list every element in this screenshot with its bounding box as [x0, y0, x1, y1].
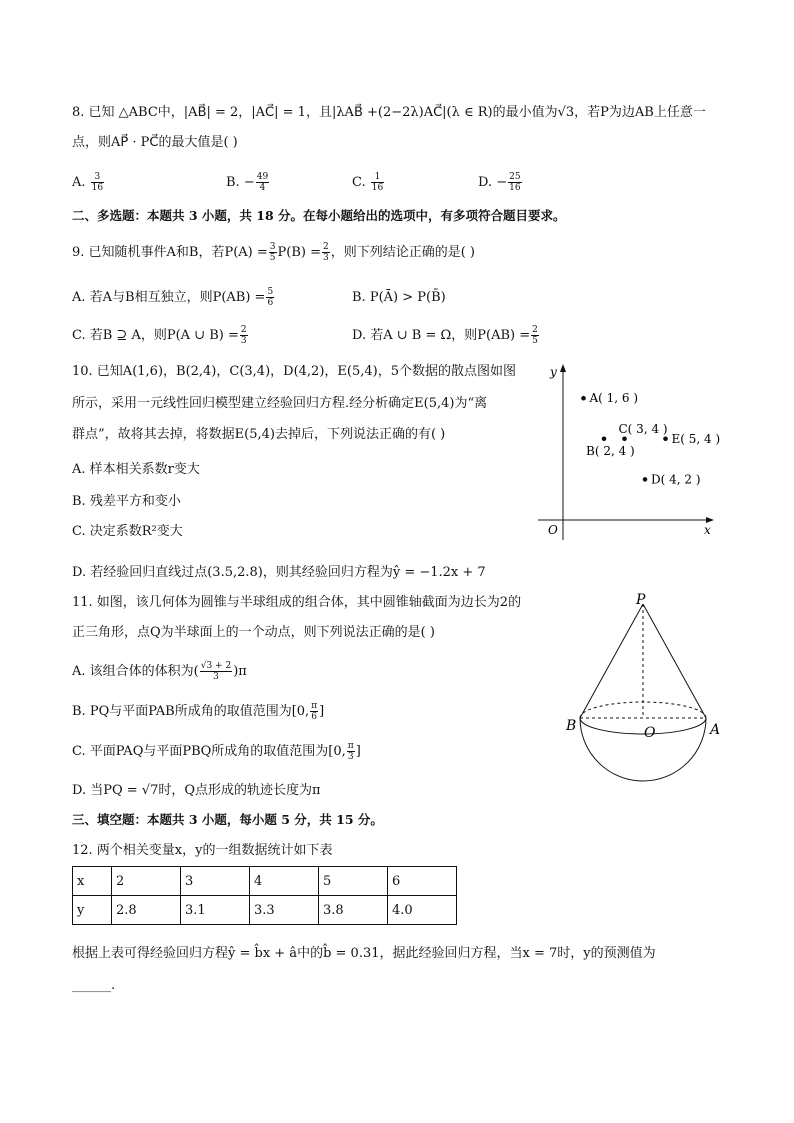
q8-option-d[interactable]: D. − $\frac{25}{16}$: [478, 172, 521, 193]
scatter-point-label-e: E( 5, 4 ): [671, 431, 720, 446]
q9-option-a[interactable]: A. 若A与B相互独立，则P(AB) = $\frac{5}{6}$: [72, 287, 274, 308]
fraction: $\frac{49}{4}$: [256, 172, 269, 193]
table-cell: y: [73, 896, 112, 925]
scatter-point-d: [643, 477, 648, 482]
q8-stem-line1: 8. 已知 △ABC中，|AB⃗| = 2，|AC⃗| = 1，且|λAB⃗ +(2−2λ)AC⃗|(λ ∈ R)的最小值为√3，若P为边AB上任意一: [72, 105, 706, 120]
q12-answer-blank[interactable]: ______.: [72, 978, 116, 993]
q12-stem-line2: 根据上表可得经验回归方程ŷ = b̂x + â中的b̂ = 0.31，据此经验回归方程，当x = 7时，y的预测值为: [72, 946, 656, 961]
table-row: [73, 896, 457, 925]
table-cell: 3.1: [181, 896, 250, 925]
table-cell: 2: [112, 867, 181, 896]
scatter-plot-figure: [530, 362, 720, 552]
q10-stem-line1: 10. 已知A(1,6)，B(2,4)，C(3,4)，D(4,2)，E(5,4)，5个数据的散点图如图: [72, 364, 516, 379]
table-cell: 5: [319, 867, 388, 896]
fraction: $\frac{\pi}{6}$: [311, 701, 318, 722]
origin-label: O: [548, 523, 558, 537]
q10-option-a[interactable]: A. 样本相关系数r变大: [72, 462, 200, 477]
y-axis-label: y: [550, 365, 557, 379]
q11-stem-line1: 11. 如图，该几何体为圆锥与半球组成的组合体，其中圆锥轴截面为边长为2的: [72, 595, 522, 610]
q11-stem-line2: 正三角形，点Q为半球面上的一个动点，则下列说法正确的是( ): [72, 625, 435, 640]
scatter-point-label-b: B( 2, 4 ): [586, 443, 635, 458]
y-axis-arrow: [560, 364, 566, 372]
table-cell: 2.8: [112, 896, 181, 925]
q9-stem: 9. 已知随机事件A和B，若P(A) = $\frac{3}{5}$ P(B) = $\frac{2}{3}$ ，则下列结论正确的是( ): [72, 242, 475, 263]
scatter-point-e: [663, 437, 668, 442]
q11-option-c[interactable]: C. 平面PAQ与平面PBQ所成角的取值范围为[0, $\frac{\pi}{3}$ ]: [72, 741, 361, 762]
cone-edge-left: [580, 604, 643, 718]
fraction: $\frac{25}{16}$: [509, 172, 521, 193]
section-heading-fill-blank: 三、填空题：本题共 3 小题，每小题 5 分，共 15 分。: [72, 812, 383, 827]
fraction: $\frac{√3 + 2}{3}$: [200, 661, 232, 682]
q10-stem-line2: 所示，采用一元线性回归模型建立经验回归方程.经分析确定E(5,4)为“离: [72, 396, 488, 411]
section-heading-multiple-choice: 二、多选题：本题共 3 小题，共 18 分。在每小题给出的选项中，有多项符合题目要求。: [72, 208, 566, 223]
table-cell: 6: [388, 867, 457, 896]
label-b: B: [566, 718, 577, 734]
cone-hemisphere-figure: [560, 590, 730, 800]
q8-option-c[interactable]: C. $\frac{1}{16}$: [352, 172, 384, 193]
table-cell: 3.3: [250, 896, 319, 925]
base-ellipse-back: [580, 702, 706, 718]
hemisphere-outline: [580, 718, 706, 781]
scatter-point-label-c: C( 3, 4 ): [618, 421, 668, 436]
q8-option-a[interactable]: A. $\frac{3}{16}$: [72, 172, 104, 193]
scatter-point-label-a: A( 1, 6 ): [589, 391, 639, 406]
scatter-point-label-d: D( 4, 2 ): [651, 472, 701, 487]
q10-option-c[interactable]: C. 决定系数R²变大: [72, 524, 183, 539]
q10-option-b[interactable]: B. 残差平方和变小: [72, 494, 181, 509]
label-o: O: [644, 725, 656, 741]
base-ellipse-front: [580, 718, 706, 734]
fraction: $\frac{\pi}{3}$: [347, 741, 354, 762]
scatter-point-a: [581, 396, 586, 401]
q11-option-d[interactable]: D. 当PQ = √7时，Q点形成的轨迹长度为π: [72, 783, 321, 798]
scatter-point-b: [602, 437, 607, 442]
table-cell: 3: [181, 867, 250, 896]
fraction: $\frac{2}{3}$: [322, 242, 329, 263]
table-cell: 3.8: [319, 896, 388, 925]
q9-option-b[interactable]: B. P(Ā) > P(B̄): [352, 290, 446, 305]
q12-data-table: [72, 866, 457, 925]
x-axis-label: x: [704, 523, 711, 537]
q8-option-b[interactable]: B. − $\frac{49}{4}$: [226, 172, 269, 193]
q11-option-a[interactable]: A. 该组合体的体积为( $\frac{√3 + 2}{3}$ )π: [72, 661, 247, 682]
label-a: A: [710, 722, 721, 738]
q9-option-d[interactable]: D. 若A ∪ B = Ω，则P(AB) = $\frac{2}{5}$: [352, 325, 538, 346]
fraction: $\frac{1}{16}$: [371, 172, 384, 193]
table-cell: x: [73, 867, 112, 896]
cone-edge-right: [643, 604, 706, 718]
fraction: $\frac{3}{16}$: [91, 172, 104, 193]
fraction: $\frac{2}{3}$: [240, 325, 247, 346]
q10-stem-line3: 群点”，故将其去掉，将数据E(5,4)去掉后，下列说法正确的有( ): [72, 427, 446, 442]
q9-option-c[interactable]: C. 若B ⊇ A，则P(A ∪ B) = $\frac{2}{3}$: [72, 325, 247, 346]
fraction: $\frac{2}{5}$: [532, 325, 538, 346]
fraction: $\frac{3}{5}$: [269, 242, 276, 263]
q10-option-d[interactable]: D. 若经验回归直线过点(3.5,2.8)，则其经验回归方程为ŷ = −1.2x + 7: [72, 565, 486, 580]
q12-stem-line1: 12. 两个相关变量x，y的一组数据统计如下表: [72, 843, 333, 858]
label-p: P: [636, 592, 646, 608]
q11-option-b[interactable]: B. PQ与平面PAB所成角的取值范围为[0, $\frac{\pi}{6}$ ]: [72, 701, 325, 722]
table-cell: 4: [250, 867, 319, 896]
fraction: $\frac{5}{6}$: [267, 287, 274, 308]
scatter-point-c: [622, 437, 627, 442]
table-cell: 4.0: [388, 896, 457, 925]
q8-stem-line2: 点，则AP⃗ · PC⃗的最大值是( ): [72, 135, 238, 150]
table-row: [73, 867, 457, 896]
